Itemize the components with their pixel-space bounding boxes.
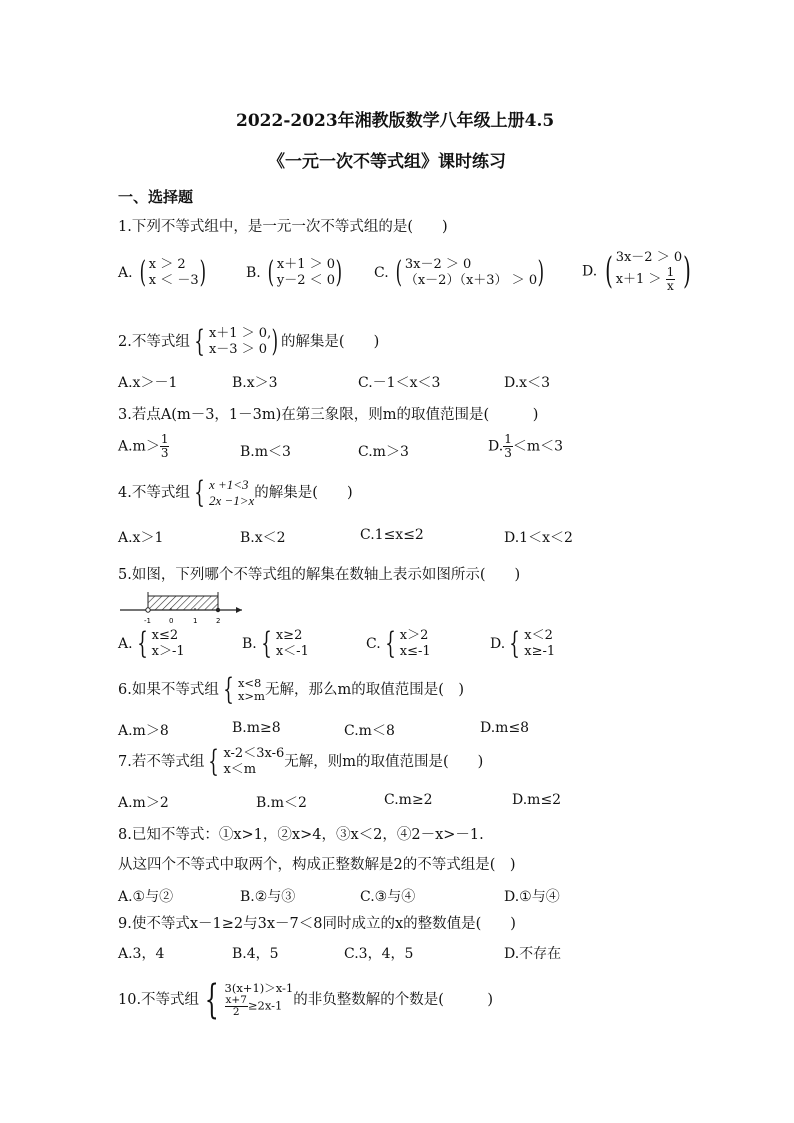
q8-option-d[interactable]: D.①与④	[504, 889, 560, 905]
tick-label: 2	[216, 617, 221, 625]
question-4-stem: 4.不等式组 { x +1<3 2x −1>x 的解集是( )	[118, 475, 353, 510]
q7-option-a[interactable]: A.m＞2	[118, 795, 169, 811]
q2-option-c[interactable]: C.－1＜x＜3	[358, 375, 441, 391]
closed-point	[216, 608, 220, 612]
tick-label: 1	[193, 617, 198, 625]
question-7-stem: 7.若不等式组 { x-2＜3x-6 x＜m 无解，则m的取值范围是( )	[118, 744, 484, 779]
q3-option-a[interactable]: A.m＞ $\frac{1}{3}$	[118, 432, 169, 460]
q4-option-c[interactable]: C.1≤x≤2	[360, 527, 424, 543]
solution-region	[148, 596, 218, 610]
q9-option-b[interactable]: B.4，5	[232, 946, 279, 962]
question-6-stem: 6.如果不等式组 { x<8 x>m 无解，那么m的取值范围是( )	[118, 672, 465, 707]
q3-option-d[interactable]: D. $\frac{1}{3}$ ＜m＜3	[488, 432, 564, 460]
q9-option-d[interactable]: D.不存在	[504, 946, 562, 962]
q5-option-d[interactable]: D. { x＜2 x≥-1	[490, 626, 556, 661]
q1-option-b[interactable]: B. ( x＋1 ＞ 0 y－2 ＜ 0 )	[246, 255, 343, 290]
q1-option-a[interactable]: A. ( x ＞ 2 x ＜ －3 )	[118, 255, 206, 290]
q6-option-c[interactable]: C.m＜8	[344, 723, 395, 739]
q8-option-b[interactable]: B.②与③	[240, 889, 296, 905]
title-line-1: 2022-2023年湘教版数学八年级上册4.5	[236, 111, 555, 131]
open-point	[146, 608, 150, 612]
question-2-stem: 2.不等式组 { x＋1 ＞ 0, x－3 ＞ 0 ) 的解集是( )	[118, 324, 380, 359]
q5-option-c[interactable]: C. { x＞2 x≤-1	[366, 626, 431, 661]
q8-option-c[interactable]: C.③与④	[360, 889, 416, 905]
q2-option-b[interactable]: B.x＞3	[232, 375, 278, 391]
q4-option-b[interactable]: B.x＜2	[240, 530, 286, 546]
number-line-figure	[118, 590, 248, 628]
question-5-stem: 5.如图，下列哪个不等式组的解集在数轴上表示如图所示( )	[118, 567, 521, 583]
q4-option-d[interactable]: D.1＜x＜2	[504, 530, 573, 546]
question-10-stem: 10.不等式组 { 3(x+1)＞x-1 $\frac{x+7}{2}$ ≥2x-1 的非负整数解的个数是( )	[118, 977, 494, 1023]
q3-option-b[interactable]: B.m＜3	[240, 444, 291, 460]
question-8-stem-2: 从这四个不等式中取两个，构成正整数解是2的不等式组是( )	[118, 857, 516, 873]
section-heading: 一、选择题	[118, 188, 194, 206]
q3-option-c[interactable]: C.m＞3	[358, 444, 409, 460]
q2-option-a[interactable]: A.x＞－1	[118, 375, 178, 391]
title-line-2: 《一元一次不等式组》课时练习	[268, 152, 506, 172]
axis-arrow	[236, 607, 242, 613]
q7-option-c[interactable]: C.m≥2	[384, 792, 433, 808]
q2-option-d[interactable]: D.x＜3	[504, 375, 550, 391]
q8-option-a[interactable]: A.①与②	[118, 889, 174, 905]
question-9-stem: 9.使不等式x－1≥2与3x－7＜8同时成立的x的整数值是( )	[118, 916, 516, 932]
tick-label: -1	[144, 617, 151, 625]
q5-option-b[interactable]: B. { x≥2 x＜-1	[242, 626, 309, 661]
q6-option-a[interactable]: A.m＞8	[118, 723, 169, 739]
q7-option-d[interactable]: D.m≤2	[512, 792, 562, 808]
question-3-stem: 3.若点A(m－3，1－3m)在第三象限，则m的取值范围是( )	[118, 407, 539, 423]
q4-option-a[interactable]: A.x＞1	[118, 530, 164, 546]
q6-option-b[interactable]: B.m≥8	[232, 720, 281, 736]
q5-option-a[interactable]: A. { x≤2 x＞-1	[118, 626, 185, 661]
q9-option-a[interactable]: A.3，4	[118, 946, 165, 962]
q1-option-d[interactable]: D. ( 3x－2 ＞ 0 x＋1 ＞ $\frac{1}{x}$ )	[582, 250, 691, 293]
q9-option-c[interactable]: C.3，4，5	[344, 946, 414, 962]
question-8-stem: 8.已知不等式：①x>1，②x>4，③x＜2，④2－x>－1.	[118, 827, 484, 843]
q1-option-c[interactable]: C. ( 3x－2 ＞ 0 （x－2）（x＋3） ＞ 0 )	[374, 255, 545, 290]
question-1-stem: 1.下列不等式组中，是一元一次不等式组的是( )	[118, 219, 448, 235]
q7-option-b[interactable]: B.m＜2	[256, 795, 307, 811]
q6-option-d[interactable]: D.m≤8	[480, 720, 530, 736]
tick-label: 0	[169, 617, 174, 625]
